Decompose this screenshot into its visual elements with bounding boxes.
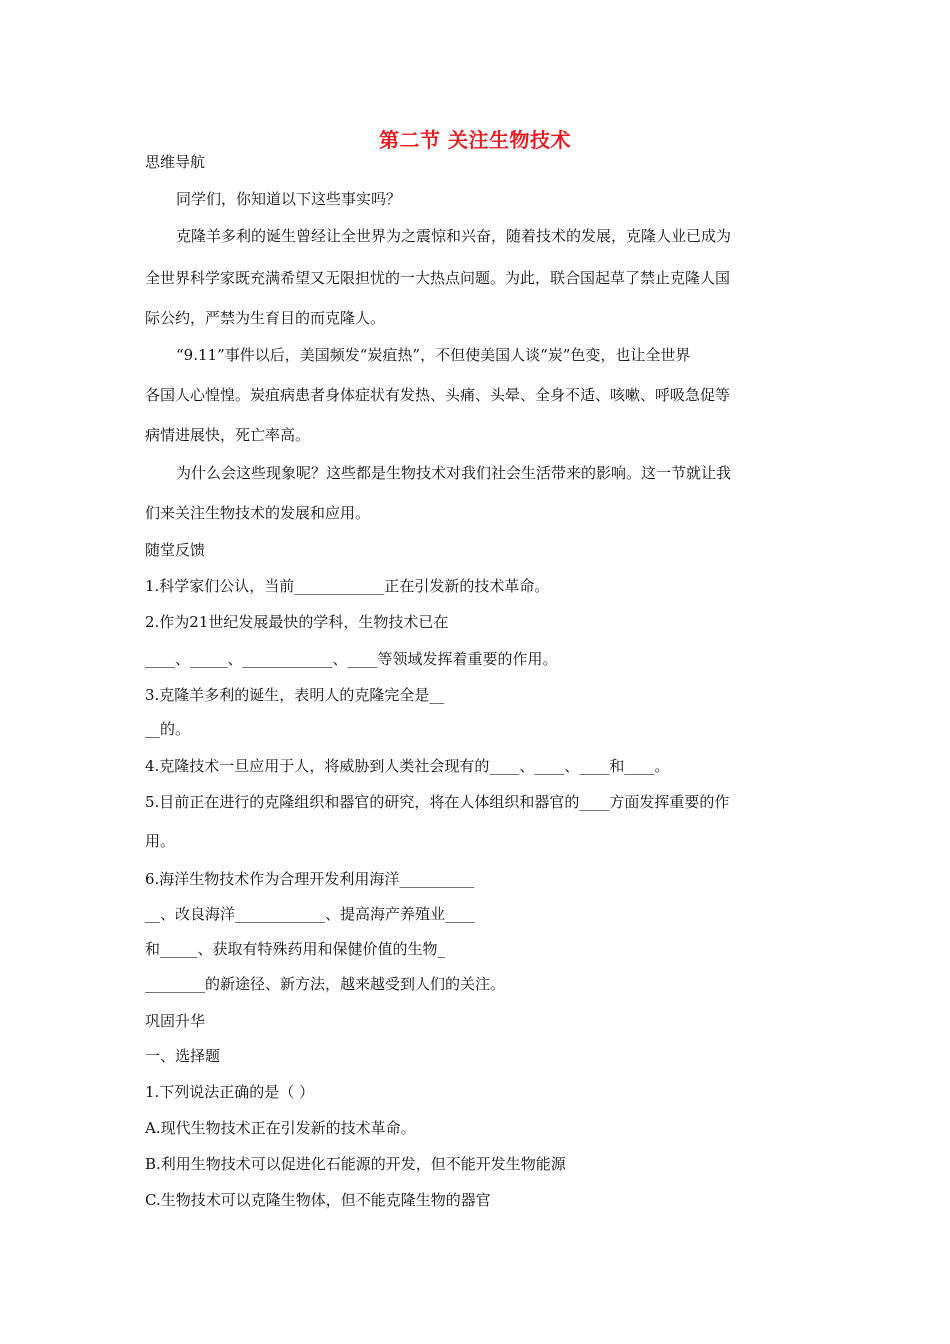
guide-line: 病情进展快，死亡率高。 [145, 426, 311, 444]
choice-option: A.现代生物技术正在引发新的技术革命。 [145, 1119, 416, 1137]
section-heading-choice: 一、选择题 [145, 1047, 221, 1065]
question-line: 5.目前正在进行的克隆组织和器官的研究，将在人体组织和器官的____方面发挥重要的作 [145, 793, 730, 811]
guide-line: 克隆羊多利的诞生曾经让全世界为之震惊和兴奋，随着技术的发展，克隆人业已成为 [176, 227, 732, 245]
question-line: ____、_____、____________、____等领域发挥着重要的作用。 [145, 650, 558, 668]
question-line: 4.克隆技术一旦应用于人，将威胁到人类社会现有的____、____、____和____。 [145, 757, 670, 775]
choice-question: 1.下列说法正确的是（ ） [145, 1083, 315, 1101]
question-line: __的。 [145, 720, 191, 738]
question-line: 和_____、获取有特殊药用和保健价值的生物_ [145, 940, 446, 958]
guide-line: 同学们，你知道以下这些事实吗？ [176, 190, 402, 208]
question-line: ________的新途径、新方法，越来越受到人们的关注。 [145, 975, 506, 993]
question-line: 2.作为21世纪发展最快的学科，生物技术已在 [145, 613, 449, 631]
choice-option: B.利用生物技术可以促进化石能源的开发，但不能开发生物能源 [145, 1155, 566, 1173]
question-line: __、改良海洋____________、提高海产养殖业____ [145, 905, 476, 923]
page-title: 第二节 关注生物技术 [379, 128, 571, 152]
guide-line: 为什么会这些现象呢？这些都是生物技术对我们社会生活带来的影响。这一节就让我 [176, 464, 732, 482]
question-line: 1.科学家们公认，当前____________正在引发新的技术革命。 [145, 577, 550, 595]
guide-line: 际公约，严禁为生育目的而克隆人。 [145, 309, 386, 327]
choice-option: C.生物技术可以克隆生物体，但不能克隆生物的器官 [145, 1191, 491, 1209]
guide-line: 各国人心惶惶。炭疽病患者身体症状有发热、头痛、头晕、全身不适、咳嗽、呼吸急促等 [145, 386, 731, 404]
question-line: 3.克隆羊多利的诞生，表明人的克隆完全是__ [145, 686, 445, 704]
guide-line: 们来关注生物技术的发展和应用。 [145, 504, 371, 522]
question-line: 用。 [145, 832, 176, 850]
question-line: 6.海洋生物技术作为合理开发利用海洋__________ [145, 870, 475, 888]
section-heading-feedback: 随堂反馈 [145, 541, 206, 559]
section-heading-guide: 思维导航 [145, 153, 206, 171]
guide-line: 全世界科学家既充满希望又无限担忧的一大热点问题。为此，联合国起草了禁止克隆人国 [145, 269, 731, 287]
section-heading-consolidate: 巩固升华 [145, 1012, 206, 1030]
guide-line: “9.11”事件以后，美国频发“炭疽热”，不但使美国人谈“炭”色变，也让全世界 [176, 346, 691, 364]
